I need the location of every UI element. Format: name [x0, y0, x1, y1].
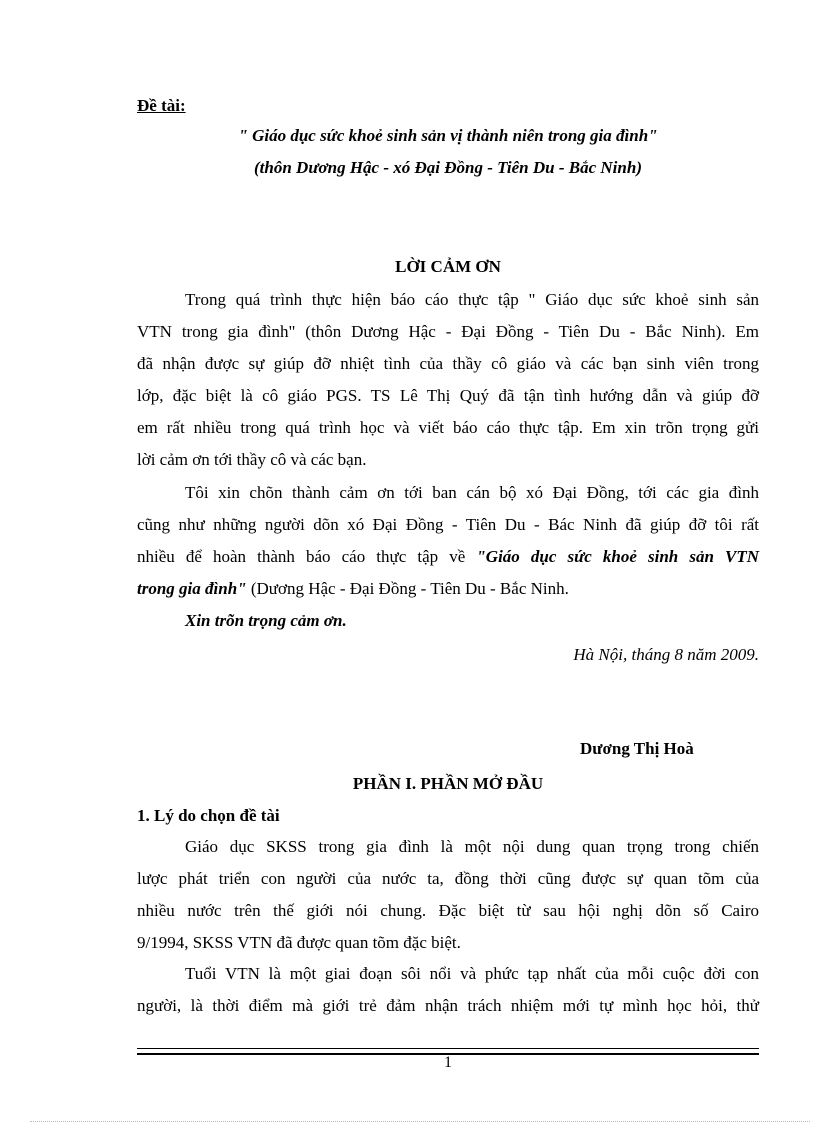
- part-heading: PHẦN I. PHẦN MỞ ĐẦU: [352, 774, 544, 793]
- text-line: VTN trong gia đình" (thôn Dương Hậc - Đại Đồng - Tiên Du - Bắc Ninh). Em: [137, 322, 759, 341]
- text-line: em rất nhiều trong quá trình học và viết báo cáo thực tập. Em xin trõn trọng gửi: [137, 418, 759, 437]
- text-line: Tôi xin chõn thành cảm ơn tới ban cán bộ xó Đại Đồng, tới các gia đình: [185, 483, 759, 502]
- text-line: đã nhận được sự giúp đỡ nhiệt tình của thầy cô giáo và các bạn sinh viên trong: [137, 354, 759, 373]
- acknowledgement-paragraph-1: [137, 284, 759, 476]
- topic-label: Đề tài:: [137, 96, 186, 115]
- text-line: Tuổi VTN là một giai đoạn sôi nổi và phức tạp nhất của mỗi cuộc đời con: [185, 964, 759, 983]
- section-title: 1. Lý do chọn đề tài: [137, 806, 280, 825]
- acknowledgement-heading: LỜI CẢM ƠN: [395, 257, 501, 276]
- text-line: Giáo dục SKSS trong gia đình là một nội dung quan trọng trong chiến: [185, 837, 759, 856]
- text-line: 9/1994, SKSS VTN đã được quan tõm đặc biệt.: [137, 933, 461, 952]
- text-line: lời cảm ơn tới thầy cô và các bạn.: [137, 450, 367, 469]
- page-edge-divider: [30, 1121, 810, 1122]
- text-run: nhiều để hoàn thành báo cáo thực tập về: [137, 547, 477, 566]
- text-line: người, là thời điểm mà giới trẻ đảm nhận trách nhiệm mới tự mình học hỏi, thử: [137, 996, 759, 1015]
- author-signature: Dương Thị Hoà: [580, 739, 694, 758]
- text-line: [137, 541, 759, 573]
- page-number: 1: [444, 1054, 452, 1071]
- emphasis-title: "Giáo dục sức khoẻ sinh sản VTN: [476, 547, 759, 566]
- topic-title: " Giáo dục sức khoẻ sinh sản vị thành niên trong gia đình": [238, 126, 658, 145]
- closing-phrase: Xin trõn trọng cảm ơn.: [185, 611, 347, 630]
- topic-location: (thôn Dương Hậc - xó Đại Đồng - Tiên Du - Bắc Ninh): [254, 158, 642, 177]
- text-line: Trong quá trình thực hiện báo cáo thực tập " Giáo dục sức khoẻ sinh sản: [185, 290, 759, 309]
- text-line: cũng như những người dõn xó Đại Đồng - Tiên Du - Bác Ninh đã giúp đỡ tôi rất: [137, 515, 759, 534]
- section-paragraph-2: [137, 958, 759, 1022]
- section-paragraph-1: [137, 831, 759, 959]
- text-line: lớp, đặc biệt là cô giáo PGS. TS Lê Thị Quý đã tận tình hướng dẫn và giúp đỡ: [137, 386, 759, 405]
- date-line: Hà Nội, tháng 8 năm 2009.: [573, 645, 759, 664]
- text-line: [137, 573, 759, 605]
- emphasis-title: trong gia đình": [137, 579, 247, 598]
- text-run: (Dương Hậc - Đại Đồng - Tiên Du - Bắc Ninh.: [246, 579, 569, 598]
- acknowledgement-paragraph-2: [137, 477, 759, 605]
- text-line: lược phát triển con người của nước ta, đồng thời cũng được sự quan tõm của: [137, 869, 759, 888]
- text-line: nhiều nước trên thế giới nói chung. Đặc biệt từ sau hội nghị dõn số Cairo: [137, 901, 759, 920]
